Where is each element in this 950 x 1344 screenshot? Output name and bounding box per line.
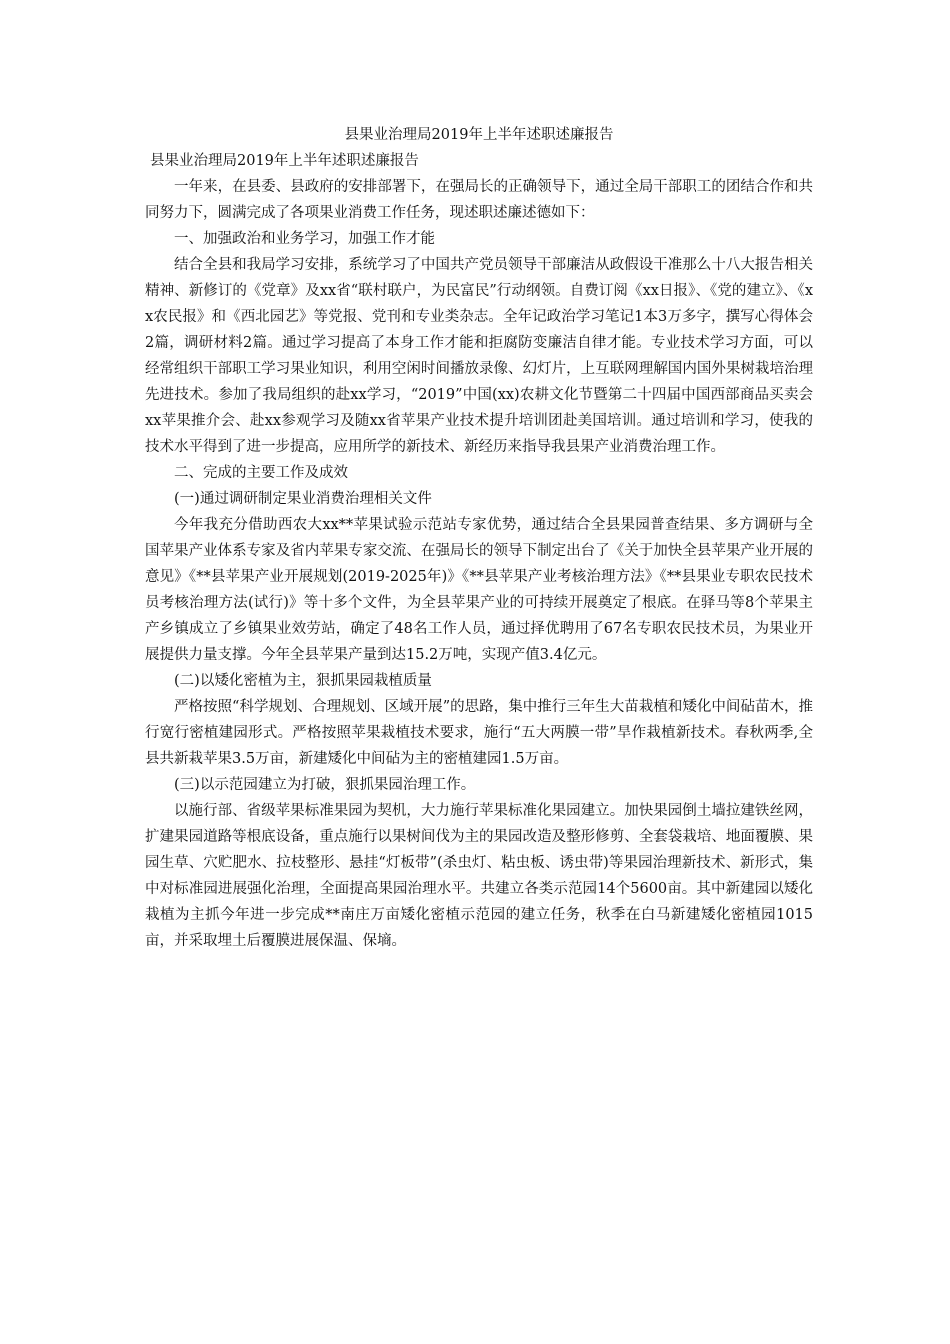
section-1-paragraph: 结合全县和我局学习安排，系统学习了中国共产党员领导干部廉洁从政假设干准那么十八大报告相关精神、新修订的《党章》及xx省“联村联户，为民富民”行动纲领。自费订阅《xx日报》、《党的建立》、《xx农民报》和《西北园艺》等党报、党刊和专业类杂志。全年记政治学习笔记1本3万多字，撰写心得体会2篇，调研材料2篇。通过学习提高了本身工作才能和拒腐防变廉洁自律才能。专业技术学习方面，可以经常组织干部职工学习果业知识，利用空闲时间播放录像、幻灯片，上互联网理解国内国外果树栽培治理先进技术。参加了我局组织的赴xx学习，“2019”中国(xx)农耕文化节暨第二十四届中国西部商品买卖会xx苹果推介会、赴xx参观学习及随xx省苹果产业技术提升培训团赴美国培训。通过培训和学习，使我的技术水平得到了进一步提高，应用所学的新技术、新经历来指导我县果产业消费治理工作。 bbox=[145, 257, 813, 455]
subsection-heading-3: (三)以示范园建立为打破，狠抓果园治理工作。 bbox=[174, 777, 476, 793]
section-heading-2: 二、完成的主要工作及成效 bbox=[174, 465, 348, 481]
subsection-heading-2: (二)以矮化密植为主，狠抓果园栽植质量 bbox=[174, 673, 432, 689]
document-subtitle: 县果业治理局2019年上半年述职述廉报告 bbox=[150, 153, 419, 169]
subsection-3-paragraph: 以施行部、省级苹果标准果园为契机，大力施行苹果标准化果园建立。加快果园倒土墙拉建铁丝网，扩建果园道路等根底设备，重点施行以果树间伐为主的果园改造及整形修剪、全套袋栽培、地面覆膜、果园生草、穴贮肥水、拉枝整形、悬挂“灯板带”(杀虫灯、粘虫板、诱虫带)等果园治理新技术、新形式，集中对标准园进展强化治理，全面提高果园治理水平。共建立各类示范园14个5600亩。其中新建园以矮化栽植为主抓今年进一步完成**南庄万亩矮化密植示范园的建立任务，秋季在白马新建矮化密植园1015亩，并采取埋土后覆膜进展保温、保墒。 bbox=[145, 803, 813, 949]
intro-paragraph: 一年来，在县委、县政府的安排部署下，在强局长的正确领导下，通过全局干部职工的团结合作和共同努力下，圆满完成了各项果业消费工作任务，现述职述廉述德如下： bbox=[145, 179, 813, 221]
document-title: 县果业治理局2019年上半年述职述廉报告 bbox=[344, 127, 614, 143]
subsection-heading-1: (一)通过调研制定果业消费治理相关文件 bbox=[174, 491, 432, 507]
document-page bbox=[145, 122, 813, 954]
subsection-2-paragraph: 严格按照“科学规划、合理规划、区域开展”的思路，集中推行三年生大苗栽植和矮化中间砧苗木，推行宽行密植建园形式。严格按照苹果栽植技术要求，施行“五大两膜一带”旱作栽植新技术。春秋两季,全县共新栽苹果3.5万亩，新建矮化中间砧为主的密植建园1.5万亩。 bbox=[145, 699, 813, 767]
section-heading-1: 一、加强政治和业务学习，加强工作才能 bbox=[174, 231, 435, 247]
subsection-1-paragraph: 今年我充分借助西农大xx**苹果试验示范站专家优势，通过结合全县果园普查结果、多方调研与全国苹果产业体系专家及省内苹果专家交流、在强局长的领导下制定出台了《关于加快全县苹果产业开展的意见》《**县苹果产业开展规划(2019-2025年)》《**县苹果产业考核治理方法》《**县果业专职农民技术员考核治理方法(试行)》等十多个文件，为全县苹果产业的可持续开展奠定了根底。在驿马等8个苹果主产乡镇成立了乡镇果业效劳站，确定了48名工作人员，通过择优聘用了67名专职农民技术员，为果业开展提供力量支撑。今年全县苹果产量到达15.2万吨，实现产值3.4亿元。 bbox=[145, 517, 813, 663]
